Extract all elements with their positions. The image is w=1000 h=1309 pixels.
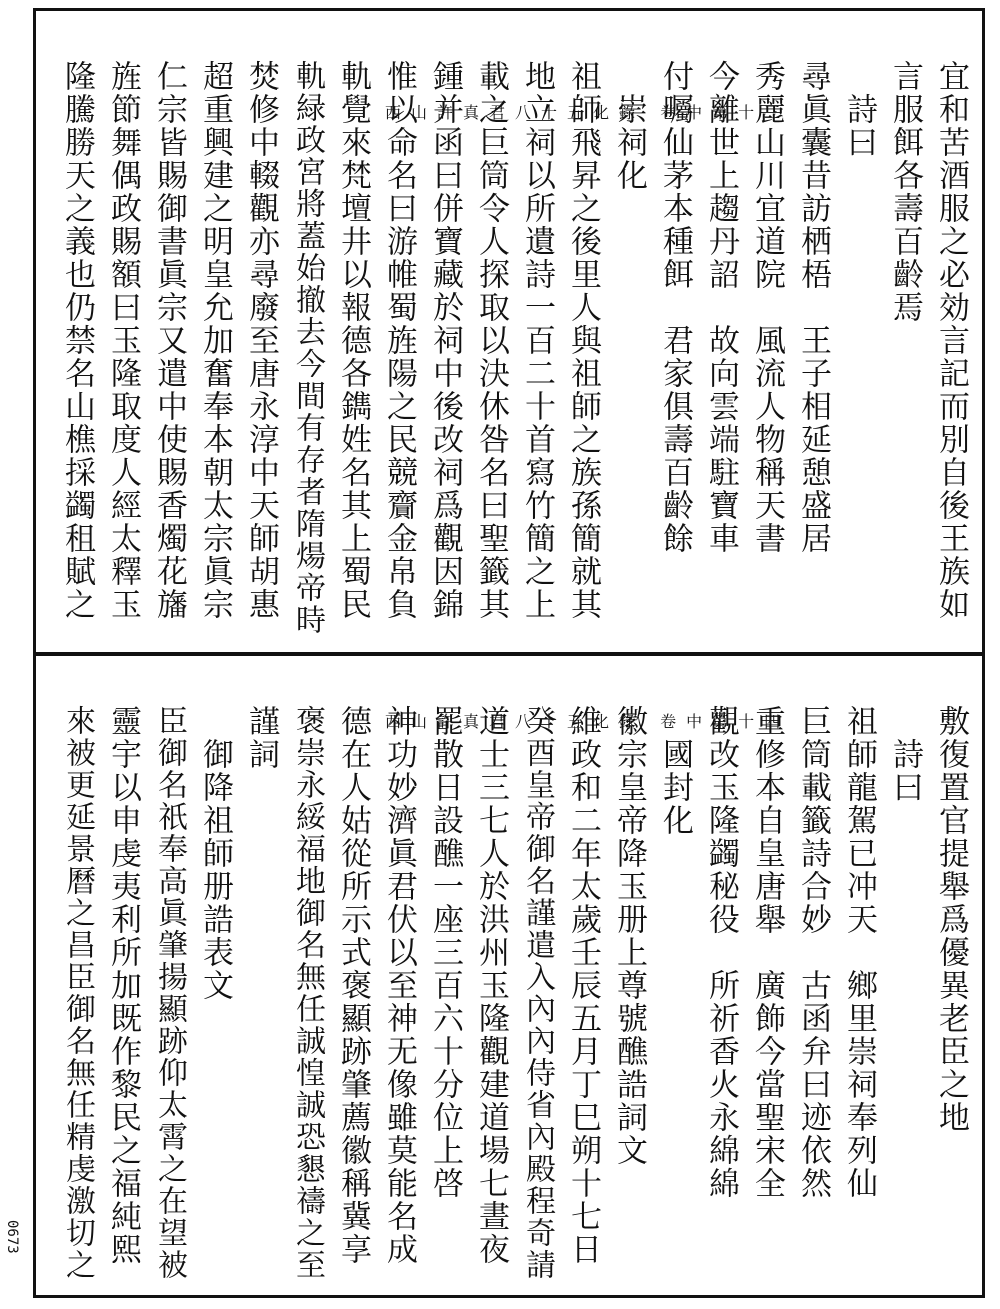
text-column: 罷散日設醮一座三百六十分位上啓 [427,705,463,1200]
text-column: 來被更延景曆之昌臣御名無任精虔激切之 [60,705,95,1281]
text-column: 詩曰 [887,705,923,804]
text-column: 敷復置官提舉爲優異老臣之地 [933,705,969,1134]
text-column: 靈宇以申虔夷利所加既作黎民之福純熙 [105,705,141,1266]
text-column: 焚修中輟觀亦尋廢至唐永淳中天師胡惠 [243,60,279,621]
text-column: 載之巨筒令人探取以決休咎名曰聖籤其 [473,60,509,621]
text-column: 付囑仙茅本種餌 君家俱壽百齡餘 [657,60,693,555]
lower-leaf [45,665,975,1290]
text-column: 地立祠以所遺詩一百二十首寫竹簡之上 [519,60,555,621]
text-column: 隆騰勝天之義也仍禁名山樵採蠲租賦之 [59,60,95,621]
text-column: 褒崇永綏福地御名無任誠惶誠恐懇禱之至 [290,705,325,1281]
text-column: 尋眞囊昔訪栖梧 王子相延憩盛居 [795,60,831,555]
text-column: 神功妙濟眞君伏以至神无像雖莫能名成 [381,705,417,1266]
text-column: 秀麗山川宜道院 風流人物稱天書 [749,60,785,555]
page-divider [33,652,985,656]
text-column: 維政和二年太歲壬辰五月丁巳朔十七日 [565,705,601,1266]
text-column: 崇祠化 [611,60,647,192]
text-column: 巨筒載籤詩合妙 古函弁曰迹依然 [795,705,831,1200]
text-column: 軌覺來梵壇井以報德各鐫姓名其上蜀民 [335,60,371,621]
text-column: 鍾并函曰併寶藏於祠中後改祠爲觀因錦 [427,60,463,621]
text-column: 謹詞 [243,705,279,771]
text-column: 癸酉皇帝御名謹遣入內內侍省內殿程奇請 [520,705,555,1281]
lower-leaf-header: 西山許真君八十五化錄 卷中第十四 [385,712,791,731]
text-column: 祖師飛昇之後里人與祖師之族孫簡就其 [565,60,601,621]
text-column: 旌節舞偶政賜額曰玉隆取度人經太釋玉 [105,60,141,621]
text-column: 祖師龍駕已冲天 鄉里崇祠奉列仙 [841,705,877,1200]
text-column: 國封化 [657,705,693,837]
text-column: 仁宗皆賜御書眞宗又遣中使賜香燭花旛 [151,60,187,621]
text-column: 今離世上趨丹詔 故向雲端駐寶車 [703,60,739,555]
text-column: 臣御名祇奉高眞肇揚顯跡仰太霄之在望被 [152,705,187,1281]
text-column: 惟以命名曰游帷蜀旌陽之民競齎金帛負 [381,60,417,621]
text-column: 德在人姑從所示式褒顯跡肇薦徽稱冀享 [335,705,371,1266]
text-column: 道士三七人於洪州玉隆觀建道場七晝夜 [473,705,509,1266]
lower-leaf-columns [55,665,975,1290]
text-column: 超重興建之明皇允加奮奉本朝太宗眞宗 [197,60,233,621]
text-column: 重修本自皇唐舉 廣飾今當聖宋全 [749,705,785,1200]
text-column: 軌緑政宮將蓋始撤去今間有存者隋煬帝時 [290,60,325,636]
text-column: 宜和苦酒服之必効言記而別自後王族如 [933,60,969,621]
upper-leaf-header: 西山許真君八十五化錄 卷中第十三 [385,103,791,122]
upper-leaf [45,20,975,645]
text-column: 御降祖師册誥表文 [197,705,233,1002]
text-column: 言服餌各壽百齡焉 [887,60,923,324]
page-number: 0673 [4,1220,20,1254]
text-column: 觀改玉隆蠲秘役 所祈香火永綿綿 [703,705,739,1200]
text-column: 徽宗皇帝降玉册上尊號醮誥詞文 [611,705,647,1167]
text-column: 詩曰 [841,60,877,159]
upper-leaf-columns [55,20,975,645]
